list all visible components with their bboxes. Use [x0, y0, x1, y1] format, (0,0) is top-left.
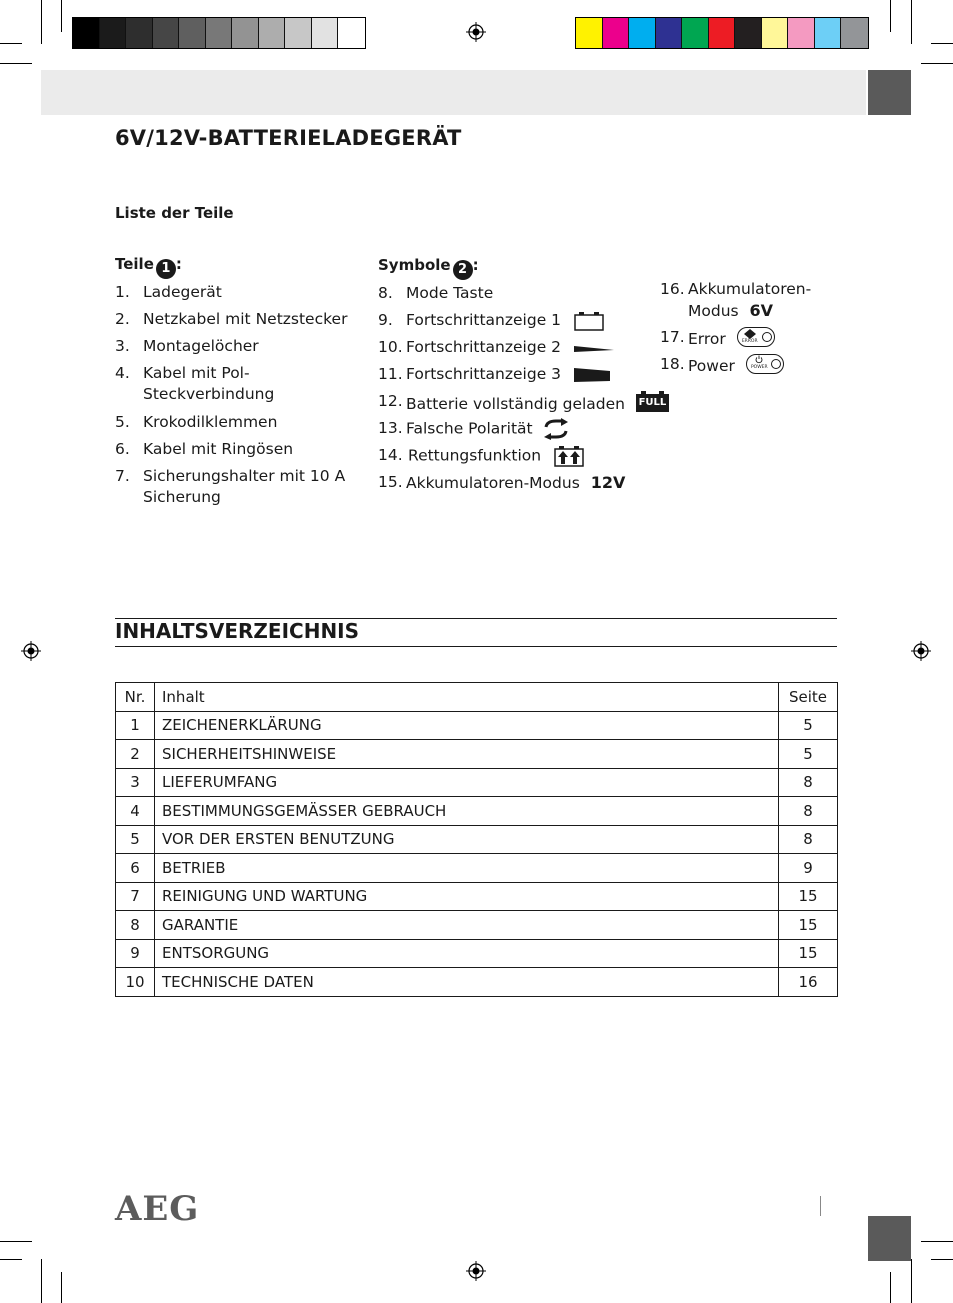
- parts-badge: 1: [156, 259, 176, 279]
- toc-entry: GARANTIE: [155, 911, 779, 940]
- color-swatch: [338, 18, 365, 48]
- list-item-label: Netzkabel mit Netzstecker: [143, 310, 348, 328]
- toc-page: 16: [779, 968, 838, 997]
- parts-heading-label: Teile: [115, 255, 154, 273]
- crop-mark: [931, 1259, 953, 1260]
- list-item-number: 6.: [115, 440, 130, 458]
- error-button-icon: [737, 327, 775, 347]
- crop-mark: [61, 1272, 62, 1303]
- list-item-label: Krokodilklemmen: [143, 413, 278, 431]
- crop-mark: [0, 1259, 22, 1260]
- battery-full-icon: [636, 391, 669, 413]
- list-item-label: Akkumulatoren-: [688, 280, 812, 298]
- list-item-label: Falsche Polarität: [406, 419, 533, 438]
- toc-number: 6: [116, 854, 155, 883]
- table-row: [116, 740, 838, 769]
- color-swatch: [656, 18, 683, 48]
- table-row: [116, 854, 838, 883]
- color-swatch: [179, 18, 206, 48]
- list-item-label-continued: Modus: [688, 302, 739, 320]
- crop-mark: [921, 1241, 953, 1242]
- list-item-label: Montagelöcher: [143, 337, 259, 355]
- list-item-label: Power: [688, 357, 735, 375]
- list-item-number: 2.: [115, 310, 130, 328]
- list-item-label: Fortschrittanzeige 1: [406, 311, 562, 329]
- error-button-text: ERROR: [741, 339, 758, 344]
- brand-logo: AEG: [115, 1189, 200, 1229]
- header-band: [41, 70, 866, 115]
- toc-page: 8: [779, 797, 838, 826]
- progress-wedge-large-icon: [574, 367, 610, 383]
- parts-list-heading: Liste der Teile: [115, 204, 234, 222]
- list-item-number: 15.: [378, 473, 403, 491]
- symbols-heading: [378, 256, 479, 280]
- mode-12v-text: 12V: [590, 473, 626, 492]
- table-row: [116, 939, 838, 968]
- list-item-number: 16.: [660, 280, 685, 298]
- list-item-label: Mode Taste: [406, 284, 494, 302]
- page-title: 6V/12V-BATTERIELADEGERÄT: [115, 126, 462, 150]
- symbols-badge: 2: [453, 260, 473, 280]
- table-header-row: [116, 683, 838, 712]
- toc-number: 9: [116, 939, 155, 968]
- color-calibration-bar: [575, 17, 869, 49]
- list-item-number: 3.: [115, 337, 130, 355]
- crop-mark: [41, 1259, 42, 1303]
- list-item-number: 4.: [115, 364, 130, 382]
- color-swatch: [126, 18, 153, 48]
- power-button-icon: [746, 354, 784, 374]
- footer-tab-marker: [868, 1216, 911, 1261]
- list-item-number: 12.: [378, 392, 403, 410]
- list-item-number: 18.: [660, 355, 685, 373]
- list-item-label: Batterie vollständig geladen: [406, 395, 625, 413]
- toc-entry: SICHERHEITSHINWEISE: [155, 740, 779, 769]
- registration-mark-icon: [911, 641, 931, 661]
- battery-full-text: FULL: [636, 394, 669, 412]
- list-item-number: 14.: [378, 446, 403, 464]
- color-swatch: [576, 18, 603, 48]
- crop-mark: [911, 0, 912, 44]
- list-item-label: Error: [688, 330, 726, 348]
- color-swatch: [762, 18, 789, 48]
- list-item-label: Rettungsfunktion: [408, 446, 542, 465]
- header-tab-marker: [868, 70, 911, 115]
- toc-entry: VOR DER ERSTEN BENUTZUNG: [155, 825, 779, 854]
- table-row: [116, 911, 838, 940]
- color-swatch: [815, 18, 842, 48]
- list-item-label-continued: Steckverbindung: [143, 385, 275, 403]
- power-button-text: POWER: [750, 365, 768, 370]
- toc-entry: BETRIEB: [155, 854, 779, 883]
- list-item-number: 13.: [378, 419, 403, 437]
- toc-entry: ZEICHENERKLÄRUNG: [155, 711, 779, 740]
- list-item-label: Kabel mit Ringösen: [143, 440, 294, 458]
- color-swatch: [285, 18, 312, 48]
- toc-title: INHALTSVERZEICHNIS: [115, 619, 360, 643]
- crop-mark: [921, 63, 953, 64]
- polarity-arrows-icon: [542, 418, 570, 440]
- toc-number: 4: [116, 797, 155, 826]
- list-item-number: 10.: [378, 338, 403, 356]
- list-item-label: Kabel mit Pol-: [143, 364, 250, 382]
- list-item-number: 1.: [115, 283, 130, 301]
- crop-mark: [61, 0, 62, 32]
- column-header-nr: Nr.: [116, 683, 155, 712]
- toc-page: 15: [779, 911, 838, 940]
- crop-mark: [0, 1241, 32, 1242]
- list-item-label: Sicherungshalter mit 10 A: [143, 467, 346, 485]
- color-swatch: [603, 18, 630, 48]
- toc-page: 5: [779, 711, 838, 740]
- toc-page: 15: [779, 939, 838, 968]
- toc-page: 8: [779, 825, 838, 854]
- toc-number: 2: [116, 740, 155, 769]
- rescue-function-icon: [554, 445, 584, 467]
- list-item-number: 5.: [115, 413, 130, 431]
- color-swatch: [312, 18, 339, 48]
- toc-number: 8: [116, 911, 155, 940]
- registration-mark-icon: [21, 641, 41, 661]
- column-header-content: Inhalt: [155, 683, 779, 712]
- symbols-heading-colon: :: [472, 256, 479, 274]
- crop-mark: [911, 1259, 912, 1303]
- table-row: [116, 825, 838, 854]
- color-swatch: [153, 18, 180, 48]
- list-item-number: 9.: [378, 311, 393, 329]
- list-item-number: 7.: [115, 467, 130, 485]
- toc-page: 5: [779, 740, 838, 769]
- toc-page: 15: [779, 882, 838, 911]
- crop-mark: [931, 43, 953, 44]
- crop-mark: [890, 0, 891, 32]
- toc-rule-bottom: [115, 646, 837, 647]
- color-swatch: [259, 18, 286, 48]
- color-swatch: [841, 18, 868, 48]
- color-swatch: [206, 18, 233, 48]
- list-item-label-continued: Sicherung: [143, 488, 221, 506]
- grayscale-calibration-bar: [72, 17, 366, 49]
- list-item-label: Fortschrittanzeige 3: [406, 365, 562, 383]
- crop-mark: [0, 63, 32, 64]
- color-swatch: [73, 18, 100, 48]
- parts-heading: [115, 255, 182, 279]
- table-row: [116, 797, 838, 826]
- toc-page: 9: [779, 854, 838, 883]
- column-header-page: Seite: [779, 683, 838, 712]
- table-row: [116, 968, 838, 997]
- color-swatch: [735, 18, 762, 48]
- table-row: [116, 882, 838, 911]
- color-swatch: [709, 18, 736, 48]
- registration-mark-icon: [466, 1261, 486, 1281]
- list-item-number: 17.: [660, 328, 685, 346]
- toc-entry: REINIGUNG UND WARTUNG: [155, 882, 779, 911]
- progress-wedge-small-icon: [574, 342, 614, 354]
- toc-entry: BESTIMMUNGSGEMÄSSER GEBRAUCH: [155, 797, 779, 826]
- color-swatch: [629, 18, 656, 48]
- toc-entry: ENTSORGUNG: [155, 939, 779, 968]
- toc-table: [115, 682, 838, 997]
- color-swatch: [682, 18, 709, 48]
- toc-page: 8: [779, 768, 838, 797]
- parts-heading-colon: :: [175, 255, 182, 273]
- toc-number: 1: [116, 711, 155, 740]
- symbols-heading-label: Symbole: [378, 256, 451, 274]
- crop-mark: [41, 0, 42, 44]
- footer-divider: [820, 1196, 821, 1216]
- toc-rule-top: [115, 618, 837, 619]
- registration-mark-icon: [466, 22, 486, 42]
- list-item-label: Ladegerät: [143, 283, 222, 301]
- toc-entry: LIEFERUMFANG: [155, 768, 779, 797]
- toc-number: 10: [116, 968, 155, 997]
- crop-mark: [0, 43, 22, 44]
- toc-entry: TECHNISCHE DATEN: [155, 968, 779, 997]
- table-row: [116, 711, 838, 740]
- mode-6v-text: 6V: [749, 301, 774, 320]
- list-item-label: Akkumulatoren-Modus: [406, 474, 580, 492]
- color-swatch: [232, 18, 259, 48]
- toc-number: 5: [116, 825, 155, 854]
- battery-outline-icon: [574, 311, 604, 331]
- list-item-number: 8.: [378, 284, 393, 302]
- list-item-number: 11.: [378, 365, 403, 383]
- table-row: [116, 768, 838, 797]
- list-item-label: Fortschrittanzeige 2: [406, 338, 562, 356]
- toc-number: 3: [116, 768, 155, 797]
- toc-number: 7: [116, 882, 155, 911]
- crop-mark: [890, 1272, 891, 1303]
- color-swatch: [788, 18, 815, 48]
- color-swatch: [100, 18, 127, 48]
